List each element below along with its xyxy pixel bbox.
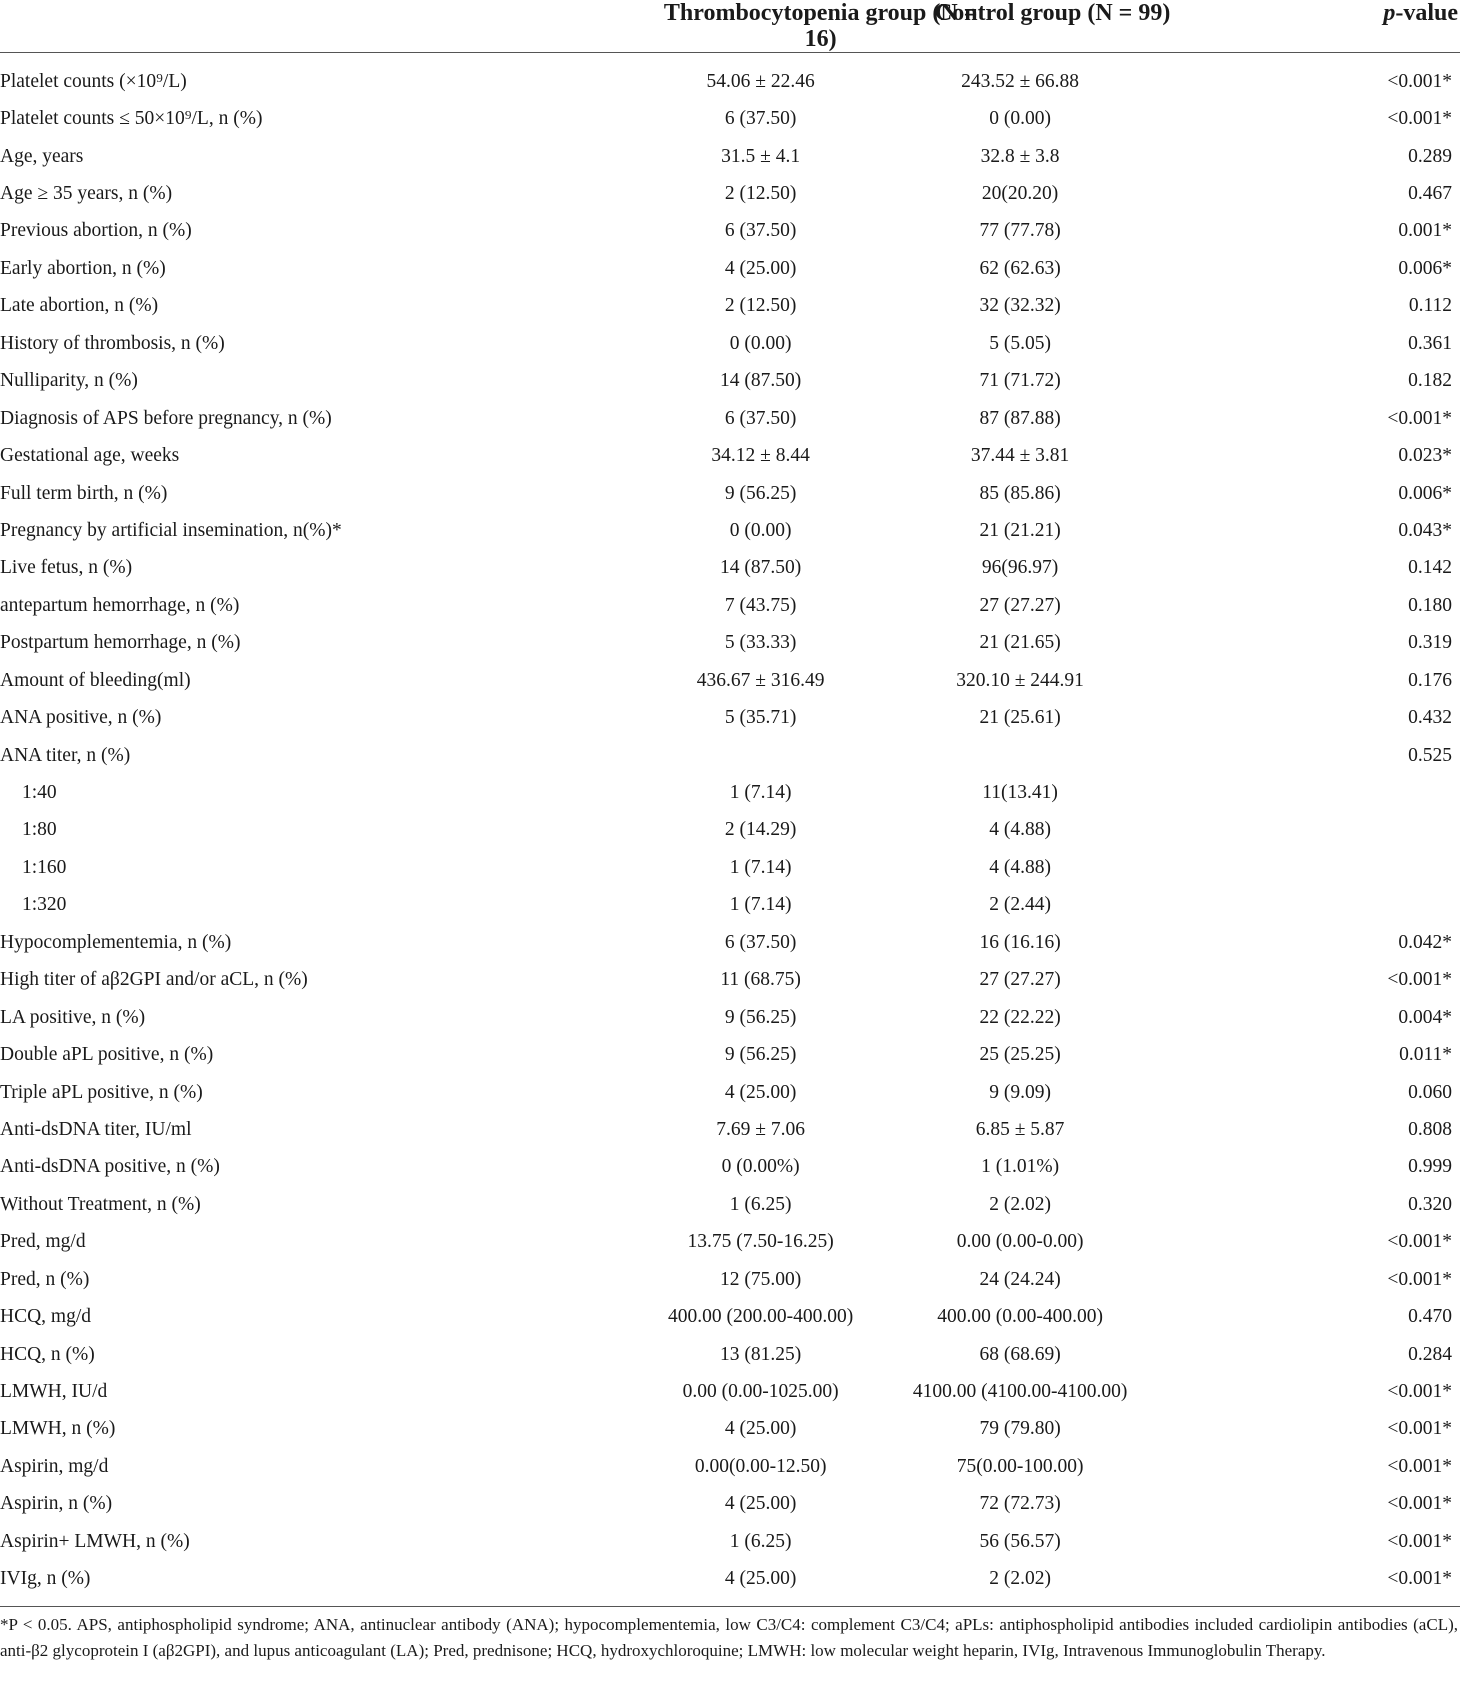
p-value: 0.176 — [1408, 669, 1452, 691]
control-value — [853, 737, 1132, 774]
table-footnote: *P < 0.05. APS, antiphospholipid syndrome; ANA, antinuclear antibody (ANA); hypocomplementemia, low C3/C4: complement C3/C4; aPLs: antiphospholipid antibodies included cardiolipin antibodies (aCL), anti-β2 glycoprotein I (aβ2GPI), and lupus anticoagulant (LA); Pred, prednisone; HCQ, hydroxychloroquine; LMWH: low molecular weight heparin, IVIg, Intravenous Immunoglobulin Therapy. — [0, 1615, 1458, 1660]
p-value: 0.006* — [1398, 482, 1452, 504]
control-value: 2 (2.02) — [989, 1193, 1051, 1215]
row-label: Aspirin, mg/d — [0, 1455, 109, 1477]
control-value: 21 (21.65) — [979, 632, 1061, 654]
table-row — [0, 849, 1460, 886]
p-value: 0.180 — [1408, 594, 1452, 616]
row-label: Platelet counts (×10⁹/L) — [0, 70, 187, 92]
p-value: <0.001* — [1387, 1268, 1452, 1290]
p-value: 0.042* — [1398, 931, 1452, 953]
table-row — [0, 1036, 1460, 1073]
table-row — [0, 213, 1460, 250]
table-row — [0, 1149, 1460, 1186]
p-value: <0.001* — [1387, 1231, 1452, 1253]
control-value: 320.10 ± 244.91 — [956, 669, 1084, 691]
table-row — [0, 1448, 1460, 1485]
row-label: Full term birth, n (%) — [0, 482, 168, 504]
thrombocytopenia-value: 4 (25.00) — [724, 1418, 797, 1440]
row-label: HCQ, mg/d — [0, 1306, 92, 1328]
thrombocytopenia-value: 9 (56.25) — [724, 1044, 797, 1066]
row-label: Hypocomplementemia, n (%) — [0, 931, 232, 953]
p-value: <0.001* — [1387, 969, 1452, 991]
p-value: 0.011* — [1399, 1044, 1452, 1066]
control-value: 22 (22.22) — [979, 1006, 1061, 1028]
table-row — [0, 100, 1460, 137]
control-value: 2 (2.02) — [853, 1561, 1132, 1607]
control-value: 4100.00 (4100.00-4100.00) — [912, 1381, 1128, 1403]
thrombocytopenia-value: 2 (12.50) — [724, 183, 797, 205]
thrombocytopenia-value: 5 (35.71) — [724, 707, 797, 729]
p-value: 0.467 — [1408, 183, 1452, 205]
p-value: 0.361 — [1408, 332, 1452, 354]
row-label: Triple aPL positive, n (%) — [0, 1081, 203, 1103]
p-value: 0.999 — [1408, 1156, 1452, 1178]
p-value: <0.001* — [1387, 108, 1452, 130]
control-value: 1 (1.01%) — [981, 1156, 1060, 1178]
table-row — [0, 138, 1460, 175]
control-value: 400.00 (0.00-400.00) — [937, 1306, 1103, 1328]
control-value: 32.8 ± 3.8 — [980, 145, 1060, 167]
thrombocytopenia-value: 6 (37.50) — [724, 931, 797, 953]
control-value: 0.00 (0.00-0.00) — [956, 1231, 1084, 1253]
table-row — [0, 737, 1460, 774]
row-label: IVIg, n (%) — [0, 1561, 528, 1607]
table-row — [0, 175, 1460, 212]
thrombocytopenia-value: 4 (25.00) — [724, 257, 797, 279]
table-row — [0, 1523, 1460, 1560]
table-row — [0, 999, 1460, 1036]
control-value: 27 (27.27) — [979, 969, 1061, 991]
p-value: 0.319 — [1408, 632, 1452, 654]
p-value: <0.001* — [1387, 1455, 1452, 1477]
row-label: HCQ, n (%) — [0, 1343, 95, 1365]
table-row — [0, 288, 1460, 325]
control-value: 87 (87.88) — [979, 407, 1061, 429]
row-label: 1:320 — [22, 894, 67, 916]
row-label: Live fetus, n (%) — [0, 557, 133, 579]
row-label: Pregnancy by artificial insemination, n(%)* — [0, 519, 342, 541]
thrombocytopenia-value: 14 (87.50) — [720, 557, 802, 579]
thrombocytopenia-value: 6 (37.50) — [724, 220, 797, 242]
control-value: 4 (4.88) — [989, 856, 1051, 878]
table-row — [0, 1561, 1460, 1607]
control-value: 5 (5.05) — [989, 332, 1051, 354]
p-value: 0.320 — [1408, 1193, 1452, 1215]
thrombocytopenia-value: 54.06 ± 22.46 — [706, 70, 815, 92]
row-label: antepartum hemorrhage, n (%) — [0, 594, 240, 616]
thrombocytopenia-value: 0.00 (0.00-1025.00) — [682, 1381, 839, 1403]
p-value: 0.001* — [1398, 220, 1452, 242]
thrombocytopenia-value: 9 (56.25) — [724, 1006, 797, 1028]
thrombocytopenia-value: 1 (7.14) — [729, 782, 792, 804]
table-row — [0, 363, 1460, 400]
row-label: Platelet counts ≤ 50×10⁹/L, n (%) — [0, 108, 263, 130]
row-label: Previous abortion, n (%) — [0, 220, 192, 242]
control-value: 37.44 ± 3.81 — [970, 445, 1070, 467]
row-label: Anti-dsDNA positive, n (%) — [0, 1156, 220, 1178]
p-value: <0.001* — [1387, 1381, 1452, 1403]
p-value: <0.001* — [1387, 407, 1452, 429]
thrombocytopenia-value: 1 (6.25) — [729, 1193, 792, 1215]
row-label: Pred, n (%) — [0, 1268, 90, 1290]
control-value: 77 (77.78) — [979, 220, 1061, 242]
thrombocytopenia-value: 13.75 (7.50-16.25) — [687, 1231, 834, 1253]
table-row — [0, 1486, 1460, 1523]
thrombocytopenia-value: 9 (56.25) — [724, 482, 797, 504]
table-row — [0, 325, 1460, 362]
thrombocytopenia-value: 6 (37.50) — [724, 407, 797, 429]
table-row — [0, 662, 1460, 699]
row-label: Aspirin, n (%) — [0, 1493, 113, 1515]
row-label: Double aPL positive, n (%) — [0, 1044, 214, 1066]
p-value — [1132, 812, 1460, 849]
row-label: 1:160 — [22, 856, 67, 878]
p-value: 0.470 — [1408, 1306, 1452, 1328]
control-value: 243.52 ± 66.88 — [961, 70, 1080, 92]
p-value: 0.525 — [1408, 744, 1452, 766]
table-row — [0, 437, 1460, 474]
header-p-value — [1132, 0, 1460, 53]
control-value: 25 (25.25) — [979, 1044, 1061, 1066]
row-label: History of thrombosis, n (%) — [0, 332, 225, 354]
table-row — [0, 812, 1460, 849]
table-row — [0, 962, 1460, 999]
p-value — [1132, 849, 1460, 886]
table-row — [0, 1074, 1460, 1111]
table-row — [0, 1373, 1460, 1410]
control-value: 32 (32.32) — [979, 295, 1061, 317]
thrombocytopenia-value: 14 (87.50) — [720, 370, 802, 392]
table-row — [0, 250, 1460, 287]
thrombocytopenia-value: 0 (0.00) — [729, 519, 792, 541]
control-value: 16 (16.16) — [979, 931, 1061, 953]
thrombocytopenia-value: 436.67 ± 316.49 — [696, 669, 825, 691]
p-value: 0.808 — [1408, 1118, 1452, 1140]
thrombocytopenia-value: 7 (43.75) — [724, 594, 797, 616]
p-value: 0.432 — [1408, 707, 1452, 729]
p-value: 0.023* — [1398, 445, 1452, 467]
thrombocytopenia-value: 4 (25.00) — [724, 1493, 797, 1515]
thrombocytopenia-value: 6 (37.50) — [724, 108, 797, 130]
thrombocytopenia-value: 13 (81.25) — [720, 1343, 802, 1365]
control-value: 6.85 ± 5.87 — [975, 1118, 1065, 1140]
table-row — [0, 512, 1460, 549]
header-p-italic: p — [1383, 0, 1396, 26]
header-row — [0, 0, 1460, 53]
control-value: 71 (71.72) — [979, 370, 1061, 392]
table-row — [0, 1186, 1460, 1223]
row-label: High titer of aβ2GPI and/or aCL, n (%) — [0, 969, 308, 991]
p-value: 0.006* — [1398, 257, 1452, 279]
p-value — [1132, 887, 1460, 924]
row-label: Late abortion, n (%) — [0, 295, 159, 317]
table-row — [0, 475, 1460, 512]
p-value — [1132, 774, 1460, 811]
control-value: 24 (24.24) — [979, 1268, 1061, 1290]
thrombocytopenia-value: 400.00 (200.00-400.00) — [668, 1306, 854, 1328]
row-label: Without Treatment, n (%) — [0, 1193, 201, 1215]
table-row — [0, 400, 1460, 437]
p-value: <0.001* — [1387, 1530, 1452, 1552]
table-row — [0, 1336, 1460, 1373]
thrombocytopenia-value: 31.5 ± 4.1 — [721, 145, 801, 167]
thrombocytopenia-value: 2 (12.50) — [724, 295, 797, 317]
table-row — [0, 924, 1460, 961]
row-label: Age ≥ 35 years, n (%) — [0, 183, 173, 205]
row-label: Diagnosis of APS before pregnancy, n (%) — [0, 407, 332, 429]
row-label: ANA titer, n (%) — [0, 744, 131, 766]
thrombocytopenia-value: 0.00(0.00-12.50) — [694, 1455, 827, 1477]
table-row — [0, 1111, 1460, 1148]
header-label — [0, 0, 528, 53]
row-label: 1:40 — [22, 782, 57, 804]
table-row — [0, 587, 1460, 624]
p-value: 0.004* — [1398, 1006, 1452, 1028]
table-row — [0, 1411, 1460, 1448]
row-label: Gestational age, weeks — [0, 445, 180, 467]
header-control-text: Control group (N = 99) — [934, 0, 1171, 26]
row-label: LMWH, IU/d — [0, 1381, 108, 1403]
table-row — [0, 625, 1460, 662]
control-value: 4 (4.88) — [989, 819, 1051, 841]
row-label: Early abortion, n (%) — [0, 257, 166, 279]
header-thrombocytopenia-group — [528, 0, 978, 53]
p-value: 0.182 — [1408, 370, 1452, 392]
thrombocytopenia-value — [528, 737, 853, 774]
control-value: 56 (56.57) — [979, 1530, 1061, 1552]
row-label: ANA positive, n (%) — [0, 707, 162, 729]
row-label: Aspirin+ LMWH, n (%) — [0, 1530, 190, 1552]
thrombocytopenia-value: 11 (68.75) — [720, 969, 801, 991]
table-row — [0, 699, 1460, 736]
row-label: LA positive, n (%) — [0, 1006, 146, 1028]
p-value: 0.142 — [1408, 557, 1452, 579]
control-value: 72 (72.73) — [979, 1493, 1061, 1515]
table-row — [0, 1298, 1460, 1335]
table-header — [0, 0, 1460, 53]
table-row — [0, 53, 1460, 101]
p-value: <0.001* — [1387, 1493, 1452, 1515]
control-value: 21 (25.61) — [979, 707, 1061, 729]
table-body — [0, 53, 1460, 1607]
control-value: 11(13.41) — [982, 782, 1058, 804]
control-value: 2 (2.44) — [989, 894, 1051, 916]
row-label: Pred, mg/d — [0, 1231, 86, 1253]
thrombocytopenia-value: 4 (25.00) — [724, 1081, 797, 1103]
thrombocytopenia-value: 1 (6.25) — [729, 1530, 792, 1552]
control-value: 62 (62.63) — [979, 257, 1061, 279]
row-label: 1:80 — [22, 819, 57, 841]
control-value: 27 (27.27) — [979, 594, 1061, 616]
row-label: Postpartum hemorrhage, n (%) — [0, 632, 241, 654]
thrombocytopenia-value: 12 (75.00) — [720, 1268, 802, 1290]
header-p-suffix: -value — [1395, 0, 1458, 26]
thrombocytopenia-value: 1 (7.14) — [729, 894, 792, 916]
p-value: <0.001* — [1387, 70, 1452, 92]
table-row — [0, 1261, 1460, 1298]
control-value: 9 (9.09) — [989, 1081, 1051, 1103]
control-value: 0 (0.00) — [989, 108, 1051, 130]
thrombocytopenia-value: 7.69 ± 7.06 — [716, 1118, 805, 1140]
table-row — [0, 887, 1460, 924]
table-row — [0, 1224, 1460, 1261]
control-value: 20(20.20) — [981, 183, 1059, 205]
p-value: <0.001* — [1132, 1561, 1460, 1607]
header-thrombocytopenia-text: Thrombocytopenia group (N = 16) — [663, 0, 978, 52]
p-value: 0.284 — [1408, 1343, 1452, 1365]
thrombocytopenia-value: 0 (0.00) — [729, 332, 792, 354]
p-value: 0.289 — [1408, 145, 1452, 167]
thrombocytopenia-value: 0 (0.00%) — [721, 1156, 800, 1178]
control-value: 21 (21.21) — [979, 519, 1061, 541]
p-value: 0.112 — [1408, 295, 1452, 317]
row-label: LMWH, n (%) — [0, 1418, 116, 1440]
thrombocytopenia-value: 4 (25.00) — [528, 1561, 853, 1607]
control-value: 79 (79.80) — [979, 1418, 1061, 1440]
control-value: 68 (68.69) — [979, 1343, 1061, 1365]
control-value: 96(96.97) — [981, 557, 1059, 579]
control-value: 85 (85.86) — [979, 482, 1061, 504]
thrombocytopenia-value: 2 (14.29) — [724, 819, 797, 841]
thrombocytopenia-value: 5 (33.33) — [724, 632, 797, 654]
control-value: 75(0.00-100.00) — [956, 1455, 1084, 1477]
row-label: Anti-dsDNA titer, IU/ml — [0, 1118, 192, 1140]
thrombocytopenia-value: 1 (7.14) — [729, 856, 792, 878]
thrombocytopenia-value: 34.12 ± 8.44 — [711, 445, 810, 467]
p-value: <0.001* — [1387, 1418, 1452, 1440]
p-value: 0.060 — [1408, 1081, 1452, 1103]
row-label: Amount of bleeding(ml) — [0, 669, 191, 691]
row-label: Nulliparity, n (%) — [0, 370, 138, 392]
p-value: 0.043* — [1398, 519, 1452, 541]
table-row — [0, 550, 1460, 587]
table-row — [0, 774, 1460, 811]
row-label: Age, years — [0, 145, 84, 167]
